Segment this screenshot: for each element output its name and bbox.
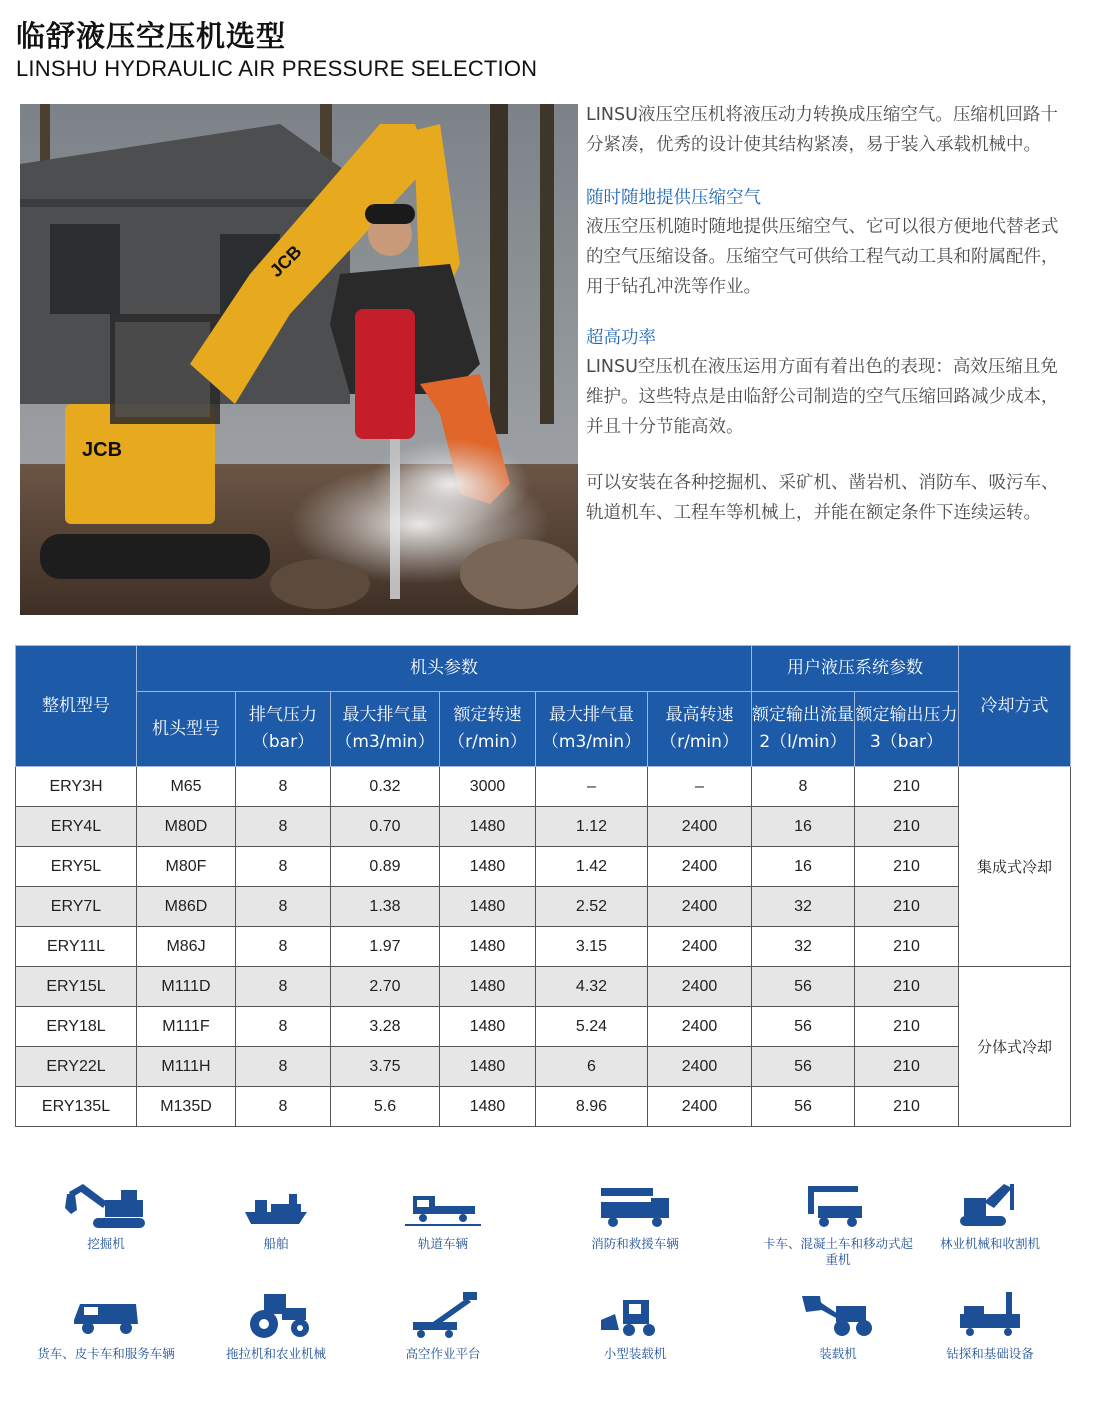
header-user-hydraulic: 用户液压系统参数 [752,646,959,692]
application-label: 高空作业平台 [405,1346,481,1361]
application-label: 消防和救援车辆 [591,1236,679,1251]
application-label: 装载机 [819,1346,857,1361]
column-header: 额定转速 （r/min） [440,692,536,767]
application-item [763,1180,913,1268]
application-label: 拖拉机和农业机械 [225,1346,326,1361]
table-row [16,767,1071,807]
table-cell: 8 [752,767,855,807]
table-cell: 2400 [648,1007,752,1047]
table-cell: 210 [855,927,959,967]
table-cell: 2400 [648,807,752,847]
table-row [16,887,1071,927]
table-cell: 56 [752,1007,855,1047]
tractor-icon [236,1290,316,1340]
column-header: 排气压力 （bar） [236,692,331,767]
table-cell: 8 [236,1087,331,1127]
table-cell: 32 [752,887,855,927]
table-cell: 210 [855,1007,959,1047]
cell-machine-model: ERY22L [16,1047,137,1087]
table-cell: 1480 [440,967,536,1007]
cooling-split: 分体式冷却 [959,967,1071,1127]
table-cell: 8 [236,847,331,887]
table-cell: 8 [236,767,331,807]
application-item [368,1180,518,1252]
skid-steer-loader-icon [595,1290,675,1340]
svg-text:JCB: JCB [82,439,123,461]
application-label: 钻探和基础设备 [946,1346,1034,1361]
table-row [16,847,1071,887]
intro-paragraph: 可以安装在各种挖掘机、采矿机、凿岩机、消防车、吸污车、轨道机车、工程车等机械上，并能在额定条件下连续运转。 [586,473,1059,523]
column-header: 机头型号 [137,692,236,767]
table-cell: 1480 [440,1007,536,1047]
cell-machine-model: ERY4L [16,807,137,847]
forestry-machine-icon [950,1180,1030,1230]
application-item [31,1290,181,1362]
intro-paragraph: LINSU空压机在液压运用方面有着出色的表现：高效压缩且免维护。这些特点是由临舒公司制造的空气压缩回路减少成本，并且十分节能高效。 [586,357,1059,437]
wheel-loader-icon [798,1290,878,1340]
table-cell: 2400 [648,1087,752,1127]
hero-photo-excavator-breaker [20,104,578,615]
application-label: 货车、皮卡车和服务车辆 [37,1346,175,1361]
table-cell: 5.6 [331,1087,440,1127]
section-heading: 随时随地提供压缩空气 [586,188,761,208]
application-label: 挖掘机 [87,1236,125,1251]
svg-text:JCB: JCB [265,241,306,281]
table-cell: 2400 [648,887,752,927]
rail-vehicle-icon [403,1180,483,1230]
table-cell: 8 [236,927,331,967]
table-cell: M111F [137,1007,236,1047]
table-row [16,1007,1071,1047]
table-row [16,927,1071,967]
column-header: 最大排气量 （m3/min） [331,692,440,767]
table-cell: 1480 [440,1047,536,1087]
table-cell: M86J [137,927,236,967]
application-label: 卡车、混凝土车和移动式起重机 [763,1236,914,1267]
application-label: 轨道车辆 [417,1236,468,1251]
table-cell: M80D [137,807,236,847]
page-subtitle: LINSHU HYDRAULIC AIR PRESSURE SELECTION [16,56,538,81]
table-cell: 1480 [440,927,536,967]
intro-text [586,100,1072,528]
cell-machine-model: ERY15L [16,967,137,1007]
table-cell: 56 [752,967,855,1007]
cell-machine-model: ERY11L [16,927,137,967]
table-cell: 3.28 [331,1007,440,1047]
table-cell: 0.89 [331,847,440,887]
application-item [915,1290,1065,1362]
application-item [201,1180,351,1252]
table-cell: 2400 [648,1047,752,1087]
table-cell: 210 [855,967,959,1007]
header-cooling: 冷却方式 [959,646,1071,767]
application-item [763,1290,913,1362]
table-cell: M111H [137,1047,236,1087]
van-icon [66,1290,146,1340]
table-cell: M111D [137,967,236,1007]
table-cell: 1.38 [331,887,440,927]
table-cell: 8 [236,1047,331,1087]
table-row [16,807,1071,847]
table-row [16,967,1071,1007]
cell-machine-model: ERY18L [16,1007,137,1047]
table-cell: 2.70 [331,967,440,1007]
intro-paragraph: 液压空压机随时随地提供压缩空气、它可以很方便地代替老式的空气压缩设备。压缩空气可供给工程气动工具和附属配件，用于钻孔冲洗等作业。 [586,217,1059,297]
table-cell: 56 [752,1047,855,1087]
table-cell: 56 [752,1087,855,1127]
table-cell: 8 [236,1007,331,1047]
table-cell: 1.42 [536,847,648,887]
table-cell: 8.96 [536,1087,648,1127]
application-label: 船舶 [263,1236,289,1251]
table-cell: 210 [855,807,959,847]
table-cell: 0.70 [331,807,440,847]
aerial-platform-icon [403,1290,483,1340]
column-header: 最高转速 （r/min） [648,692,752,767]
column-header: 最大排气量 （m3/min） [536,692,648,767]
table-cell: 8 [236,887,331,927]
application-icons [0,1170,1102,1410]
table-cell: 3000 [440,767,536,807]
table-cell: 1480 [440,847,536,887]
intro-paragraph: LINSU液压空压机将液压动力转换成压缩空气。压缩机回路十分紧凑，优秀的设计使其结构紧凑，易于装入承载机械中。 [586,105,1058,155]
application-label: 小型装载机 [603,1346,667,1361]
column-header: 额定输出流量 2（l/min） [752,692,855,767]
excavator-icon [63,1180,149,1230]
application-item [201,1290,351,1362]
table-cell: 16 [752,847,855,887]
application-label: 林业机械和收割机 [939,1236,1040,1251]
table-cell: 210 [855,1087,959,1127]
table-cell: 6 [536,1047,648,1087]
table-cell: M65 [137,767,236,807]
table-cell: 2400 [648,927,752,967]
application-item [368,1290,518,1362]
table-cell: 32 [752,927,855,967]
application-item [560,1290,710,1362]
section-heading: 超高功率 [586,328,656,348]
table-cell: 2400 [648,967,752,1007]
table-cell: 210 [855,1047,959,1087]
table-cell: 1480 [440,887,536,927]
selection-table [15,645,1071,1127]
mobile-crane-icon [798,1180,878,1230]
table-cell: 8 [236,807,331,847]
header-head-params: 机头参数 [137,646,752,692]
table-cell: 5.24 [536,1007,648,1047]
table-cell: 1.12 [536,807,648,847]
cell-machine-model: ERY5L [16,847,137,887]
table-cell: – [536,767,648,807]
table-cell: 16 [752,807,855,847]
application-item [560,1180,710,1252]
column-header: 额定输出压力 3（bar） [855,692,959,767]
cell-machine-model: ERY3H [16,767,137,807]
table-cell: 4.32 [536,967,648,1007]
page-title: 临舒液压空压机选型 [16,19,287,53]
table-cell: 3.15 [536,927,648,967]
table-cell: M86D [137,887,236,927]
table-cell: 210 [855,847,959,887]
table-cell: M80F [137,847,236,887]
table-cell: 210 [855,887,959,927]
application-item [915,1180,1065,1252]
cooling-integrated: 集成式冷却 [959,767,1071,967]
table-cell: M135D [137,1087,236,1127]
application-item [31,1180,181,1252]
table-cell: 1480 [440,807,536,847]
cell-machine-model: ERY135L [16,1087,137,1127]
table-cell: 210 [855,767,959,807]
fire-truck-icon [595,1180,675,1230]
table-cell: – [648,767,752,807]
header-machine-model: 整机型号 [16,646,137,767]
drilling-rig-icon [950,1290,1030,1340]
table-row [16,1047,1071,1087]
table-cell: 2400 [648,847,752,887]
table-cell: 8 [236,967,331,1007]
table-cell: 2.52 [536,887,648,927]
table-cell: 1.97 [331,927,440,967]
table-cell: 0.32 [331,767,440,807]
cell-machine-model: ERY7L [16,887,137,927]
table-row [16,1087,1071,1127]
table-cell: 3.75 [331,1047,440,1087]
ship-icon [241,1180,311,1230]
table-cell: 1480 [440,1087,536,1127]
